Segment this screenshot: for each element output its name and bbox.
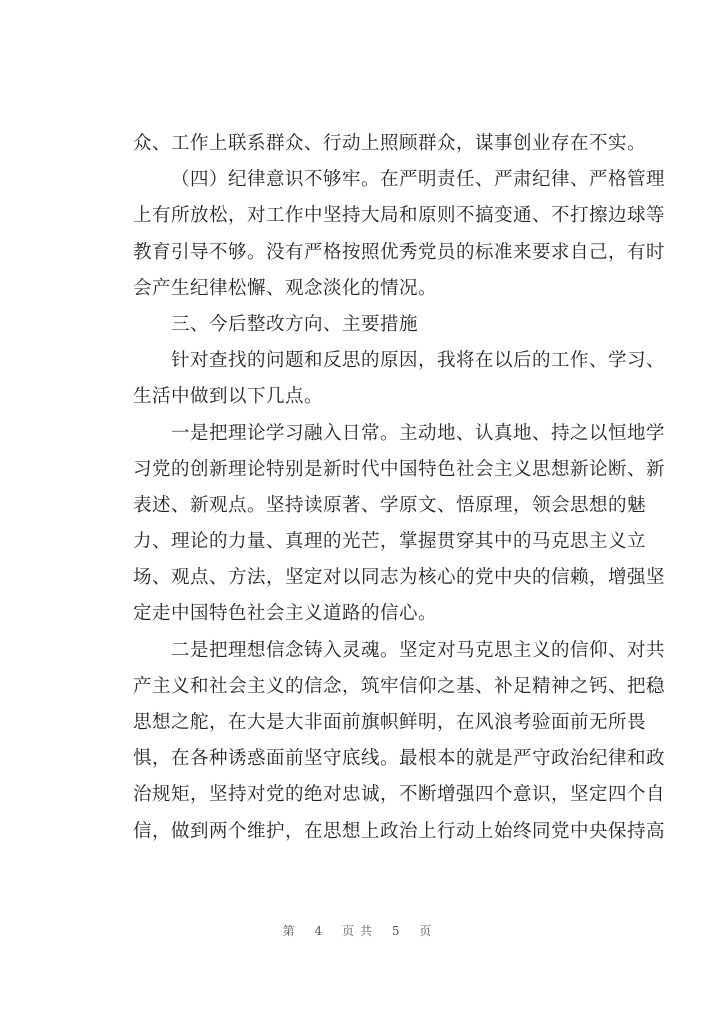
text-line: 教育引导不够。没有严格按照优秀党员的标准来要求自己，有时 <box>133 241 666 263</box>
text-line: 生活中做到以下几点。 <box>133 386 324 408</box>
text-line: 众、工作上联系群众、行动上照顾群众，谋事创业存在不实。 <box>133 133 647 154</box>
section-heading: 三、今后整改方向、主要措施 <box>171 313 419 335</box>
current-page-number: 4 <box>314 924 329 938</box>
text-line: 二是把理想信念铸入灵魂。坚定对马克思主义的信仰、对共 <box>171 639 666 661</box>
text-line: 治规矩，坚持对党的绝对忠诚，不断增强四个意识，坚定四个自 <box>133 784 666 806</box>
page-footer <box>0 922 720 939</box>
text-line: 习党的创新理论特别是新时代中国特色社会主义思想新论断、新 <box>133 458 666 480</box>
text-line: 一是把理论学习融入日常。主动地、认真地、持之以恒地学 <box>171 422 666 444</box>
footer-mid: 页共 <box>341 924 378 938</box>
text-line: 上有所放松，对工作中坚持大局和原则不搞变通、不打擦边球等 <box>133 205 666 227</box>
footer-prefix: 第 <box>282 924 301 938</box>
text-line: 惧，在各种诱惑面前坚守底线。最根本的就是严守政治纪律和政 <box>133 748 666 770</box>
footer-suffix: 页 <box>419 924 438 938</box>
text-line: 定走中国特色社会主义道路的信心。 <box>133 603 438 625</box>
text-line: 会产生纪律松懈、观念淡化的情况。 <box>133 277 438 299</box>
total-page-number: 5 <box>391 924 406 938</box>
document-body <box>133 126 666 850</box>
text-line: 信，做到两个维护，在思想上政治上行动上始终同党中央保持高 <box>133 820 666 842</box>
text-line: 场、观点、方法，坚定对以同志为核心的党中央的信赖，增强坚 <box>133 567 666 589</box>
text-line: 表述、新观点。坚持读原著、学原文、悟原理，领会思想的魅 <box>133 494 647 516</box>
text-line: 思想之舵，在大是大非面前旗帜鲜明，在风浪考验面前无所畏 <box>133 712 647 733</box>
text-line: 力、理论的力量、真理的光芒，掌握贯穿其中的马克思主义立 <box>133 531 647 553</box>
text-line: 针对查找的问题和反思的原因，我将在以后的工作、学习、 <box>171 350 666 372</box>
text-line: （四）纪律意识不够牢。在严明责任、严肃纪律、严格管理 <box>171 169 666 191</box>
text-line: 产主义和社会主义的信念，筑牢信仰之基、补足精神之钙、把稳 <box>133 675 666 697</box>
